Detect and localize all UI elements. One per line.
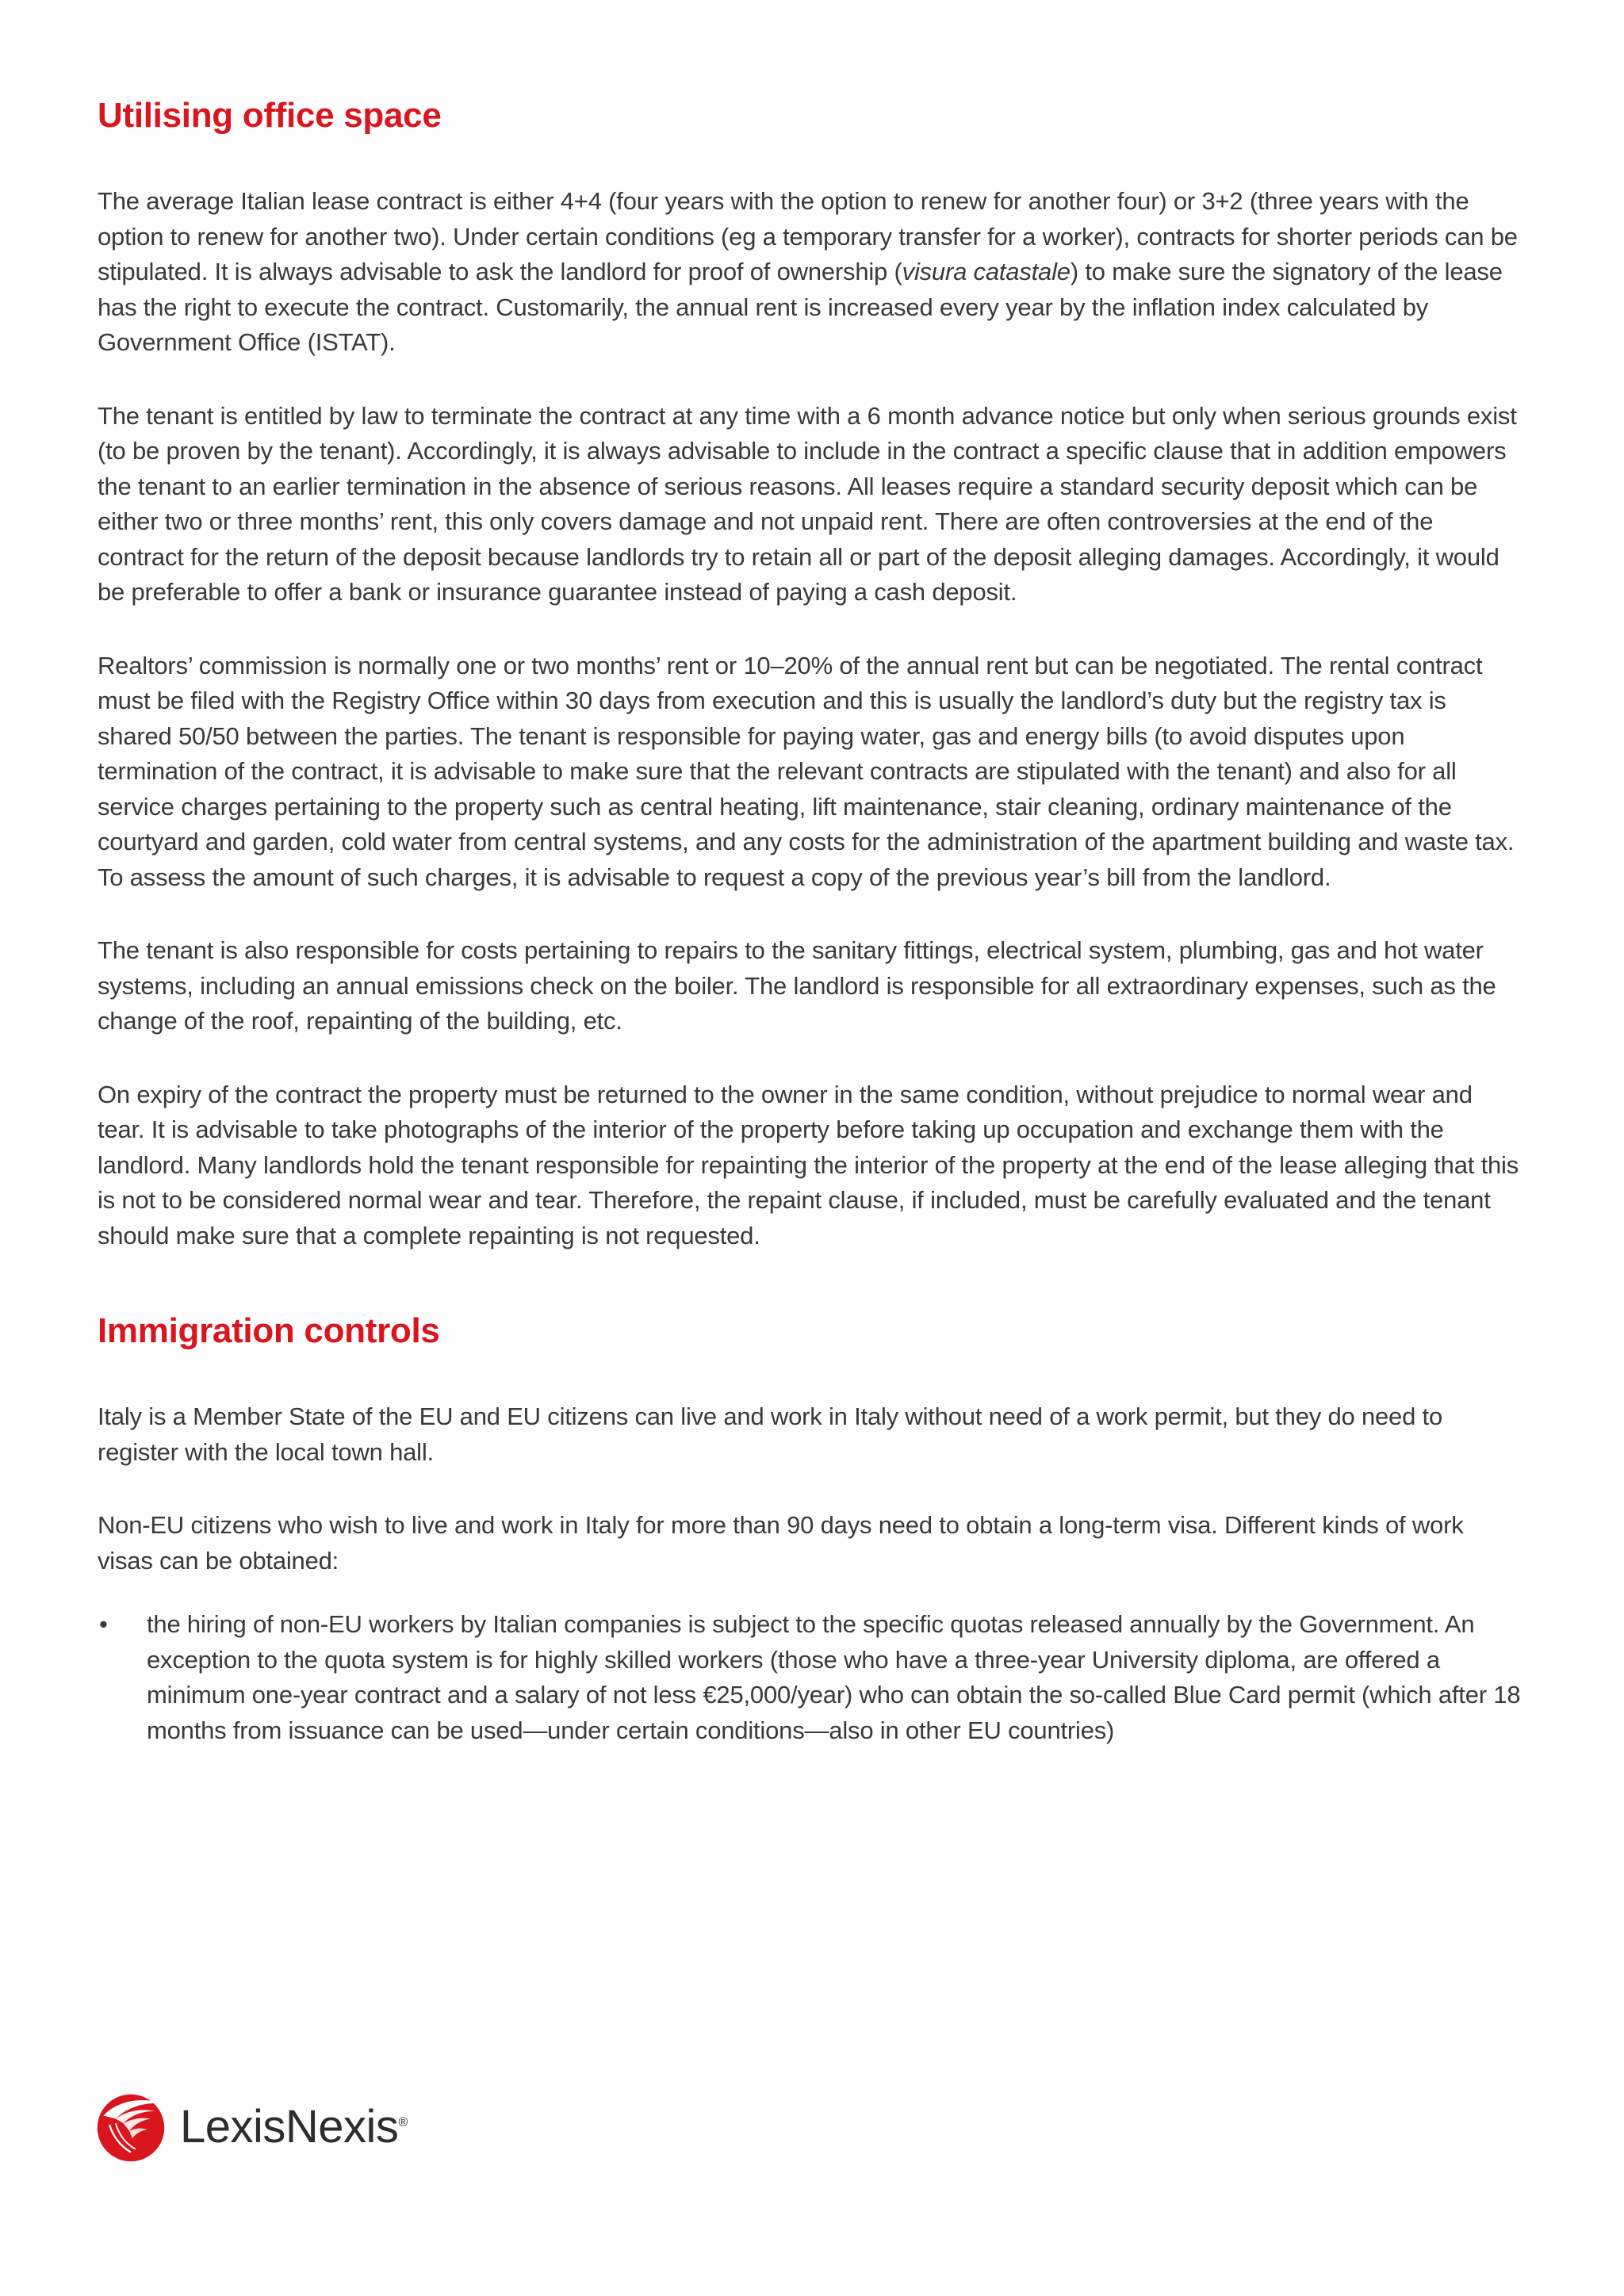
paragraph-contract-expiry: On expiry of the contract the property must be returned to the owner in the same condition, without prejudice to normal wear and tear. It is advisable to take photographs of the interior of the property before taking up occupation and exchange them with the landlord. Many landlords hold the tenant responsible for repainting the interior of the property at the end of the lease alleging that this is not to be considered normal wear and tear. Therefore, the repaint clause, if included, must be carefully evaluated and the tenant should make sure that a complete repainting is not requested.: [98, 1080, 1519, 1249]
list-item-text: the hiring of non-EU workers by Italian companies is subject to the specific quotas released annually by the Government. An exception to the quota system is for highly skilled workers (those who have a three-year University diploma, are offered a minimum one-year contract and a salary of not less €25,000/year) who can obtain the so-called Blue Card permit (which after 18 months from issuance can be used—under certain conditions—also in other EU countries): [147, 1610, 1521, 1744]
brand-name-text: LexisNexis: [180, 2100, 399, 2152]
bullet-marker: •: [99, 1610, 108, 1638]
section-heading: Immigration controls: [98, 1311, 440, 1350]
paragraph-termination: The tenant is entitled by law to terminate the contract at any time with a 6 month advance notice but only when serious grounds exist (to be proven by the tenant). Accordingly, it is always advisable to include in the contract a specific clause that in addition empowers the tenant to an earlier termination in the absence of serious reasons. All leases require a standard security deposit which can be either two or three months’ rent, this only covers damage and not unpaid rent. There are often controversies at the end of the contract for the return of the deposit because landlords try to retain all or part of the deposit alleging damages. Accordingly, it would be preferable to offer a bank or insurance guarantee instead of paying a cash deposit.: [98, 401, 1517, 606]
brand-name: [180, 2100, 408, 2153]
section-utilising-office-space: [98, 87, 1525, 1253]
paragraph-realtors-commission: Realtors’ commission is normally one or two months’ rent or 10–20% of the annual rent but can be negotiated. The rental contract must be filed with the Registry Office within 30 days from execution and this is usually the landlord’s duty but the registry tax is shared 50/50 between the parties. The tenant is responsible for paying water, gas and energy bills (to avoid disputes upon termination of the contract, it is advisable to make sure that the relevant contracts are stipulated with the tenant) and also for all service charges pertaining to the property such as central heating, lift maintenance, stair cleaning, ordinary maintenance of the courtyard and garden, cold water from central systems, and any costs for the administration of the apartment building and waste tax. To assess the amount of such charges, it is advisable to request a copy of the previous year’s bill from the landlord.: [98, 651, 1515, 891]
paragraph-lease-terms: [98, 184, 1525, 361]
registered-mark: ®: [398, 2115, 408, 2130]
list-item: [98, 1607, 1525, 1748]
section-immigration-controls: [98, 1303, 1525, 1748]
paragraph-non-eu-citizens: Non-EU citizens who wish to live and work in Italy for more than 90 days need to obtain a long-term visa. Different kinds of work visas can be obtained:: [98, 1511, 1464, 1575]
section-heading: Utilising office space: [98, 96, 442, 135]
paragraph-repairs: The tenant is also responsible for costs pertaining to repairs to the sanitary fittings, electrical system, plumbing, gas and hot water systems, including an annual emissions check on the boiler. The landlord is responsible for all extraordinary expenses, such as the change of the roof, repainting of the building, etc.: [98, 936, 1496, 1035]
lexisnexis-reaper-logo-icon: [93, 2088, 169, 2164]
paragraph-text: The average Italian lease contract is either 4+4 (four years with the option to renew for another four) or 3+2 (three years with the option to renew for another two). Under certain conditions (eg a temporary transfer for a worker), contracts for shorter periods can be stipulated. It is always advisable to ask the landlord for proof of ownership (: [98, 187, 1518, 285]
visa-bullet-list: [98, 1607, 1525, 1748]
paragraph-text: ) to make sure the signatory of the lease has the right to execute the contract. Customarily, the annual rent is increased every year by the inflation index calculated by Government Office (ISTAT).: [98, 258, 1503, 356]
brand-logo: [93, 2088, 408, 2164]
paragraph-eu-citizens: Italy is a Member State of the EU and EU citizens can live and work in Italy without need of a work permit, but they do need to register with the local town hall.: [98, 1402, 1442, 1466]
italic-term: visura catastale: [902, 258, 1071, 285]
document-page: [98, 87, 1525, 1748]
